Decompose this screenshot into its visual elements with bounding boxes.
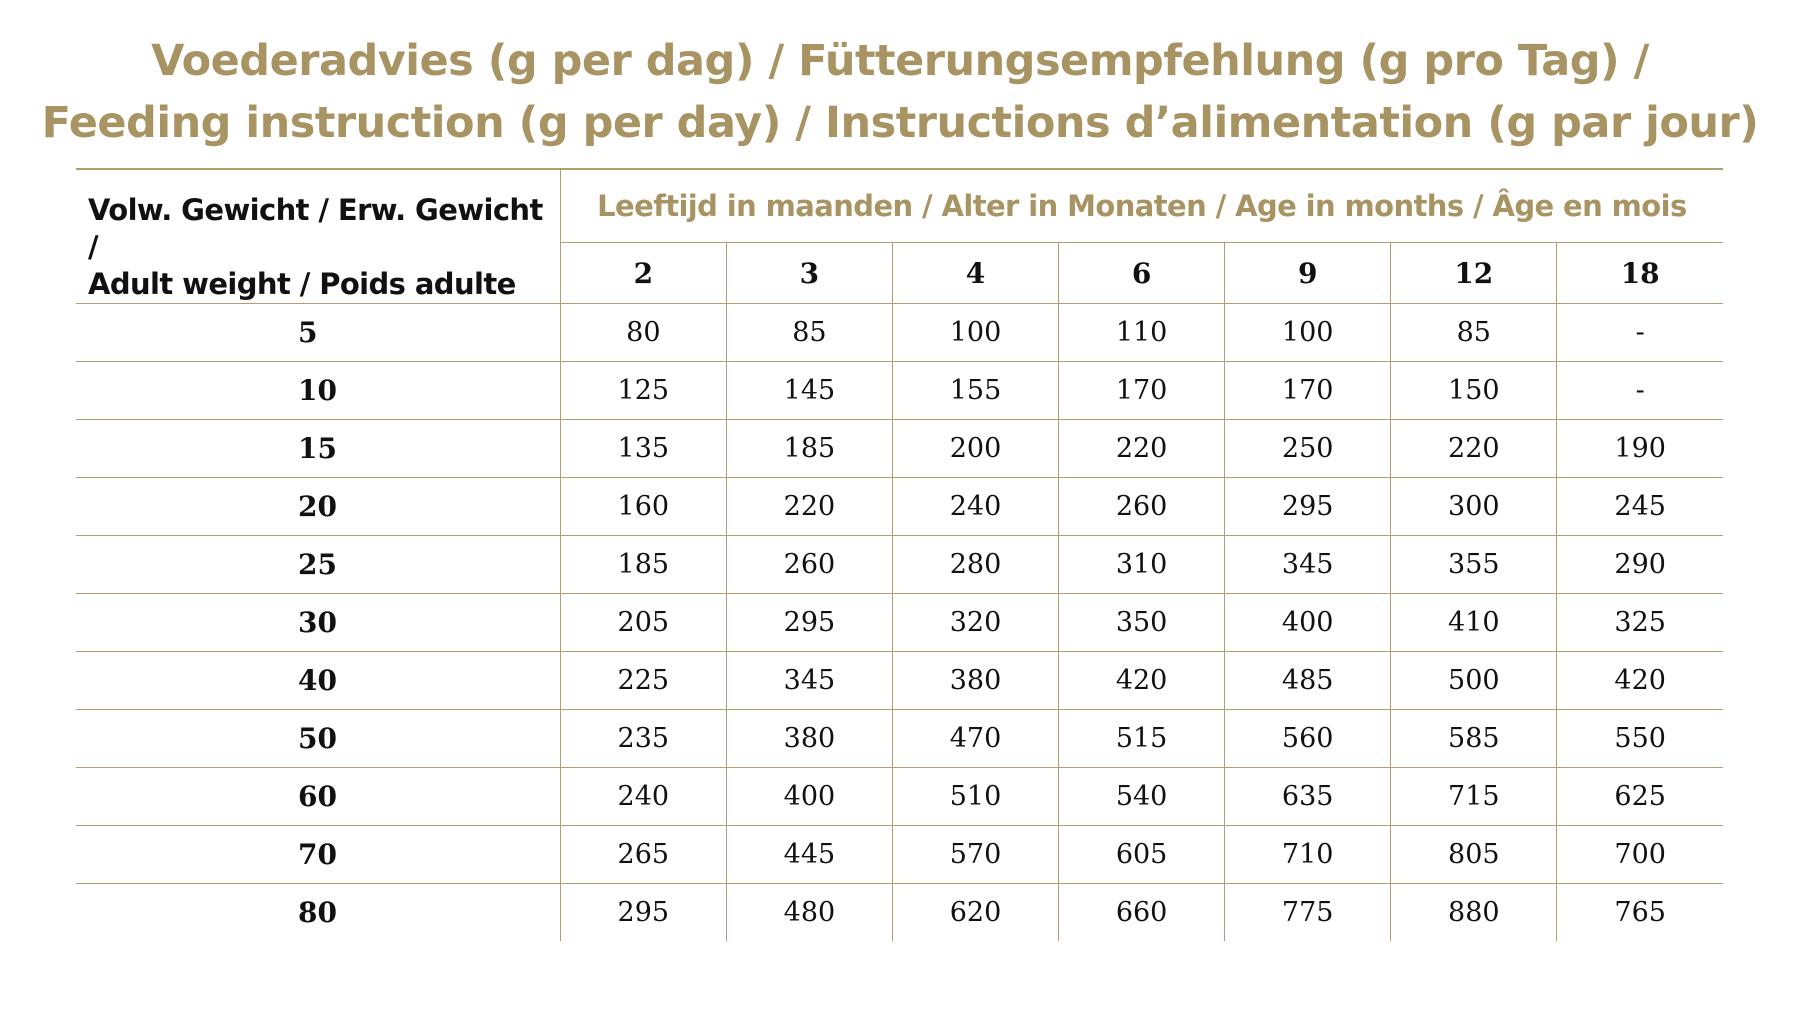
grams-per-day-cell: 470 <box>892 710 1058 768</box>
grams-per-day-cell: 560 <box>1225 710 1391 768</box>
grams-per-day-cell: 700 <box>1557 826 1723 884</box>
adult-weight-cell: 70 <box>76 826 560 884</box>
grams-per-day-cell: 515 <box>1059 710 1225 768</box>
grams-per-day-cell: 380 <box>726 710 892 768</box>
grams-per-day-cell: 250 <box>1225 420 1391 478</box>
grams-per-day-cell: 310 <box>1059 536 1225 594</box>
feeding-table-container <box>76 168 1723 941</box>
grams-per-day-cell: 260 <box>726 536 892 594</box>
adult-weight-cell: 10 <box>76 362 560 420</box>
title-line-2: Feeding instruction (g per day) / Instructions d’alimentation (g par jour) <box>41 98 1759 148</box>
grams-per-day-cell: 295 <box>1225 478 1391 536</box>
table-row <box>76 478 1723 536</box>
age-column-header: 9 <box>1225 243 1391 304</box>
age-column-header: 2 <box>633 256 654 290</box>
grams-per-day-cell: 320 <box>892 594 1058 652</box>
grams-per-day-cell: 240 <box>560 768 726 826</box>
grams-per-day-cell: 355 <box>1391 536 1557 594</box>
grams-per-day-cell: 185 <box>726 420 892 478</box>
table-row <box>76 768 1723 826</box>
grams-per-day-cell: 220 <box>1391 420 1557 478</box>
age-column-header: 3 <box>726 243 892 304</box>
grams-per-day-cell: 380 <box>892 652 1058 710</box>
age-column-header: 12 <box>1391 243 1557 304</box>
grams-per-day-cell: 345 <box>1225 536 1391 594</box>
table-row <box>76 362 1723 420</box>
grams-per-day-cell: 280 <box>892 536 1058 594</box>
table-row <box>76 884 1723 942</box>
grams-per-day-cell: 125 <box>560 362 726 420</box>
grams-per-day-cell: 235 <box>560 710 726 768</box>
grams-per-day-cell: 300 <box>1391 478 1557 536</box>
grams-per-day-cell: 295 <box>726 594 892 652</box>
grams-per-day-cell: 100 <box>1225 304 1391 362</box>
age-group-header: Leeftijd in maanden / Alter in Monaten / Age in months / Âge en mois <box>560 169 1723 243</box>
table-row <box>76 594 1723 652</box>
grams-per-day-cell: 775 <box>1225 884 1391 942</box>
grams-per-day-cell: 585 <box>1391 710 1557 768</box>
grams-per-day-cell: 710 <box>1225 826 1391 884</box>
table-row <box>76 710 1723 768</box>
adult-weight-cell: 15 <box>76 420 560 478</box>
adult-weight-cell: 80 <box>76 884 560 942</box>
grams-per-day-cell: 880 <box>1391 884 1557 942</box>
grams-per-day-cell: - <box>1557 304 1723 362</box>
grams-per-day-cell: 290 <box>1557 536 1723 594</box>
grams-per-day-cell: 295 <box>560 884 726 942</box>
grams-per-day-cell: 100 <box>892 304 1058 362</box>
adult-weight-cell: 25 <box>76 536 560 594</box>
weight-column-header <box>76 169 560 304</box>
adult-weight-cell: 20 <box>76 478 560 536</box>
grams-per-day-cell: 150 <box>1391 362 1557 420</box>
table-row <box>76 304 1723 362</box>
adult-weight-cell: 40 <box>76 652 560 710</box>
weight-header-line-1: Volw. Gewicht / Erw. Gewicht / <box>88 193 543 264</box>
grams-per-day-cell: 540 <box>1059 768 1225 826</box>
grams-per-day-cell: 265 <box>560 826 726 884</box>
grams-per-day-cell: 145 <box>726 362 892 420</box>
grams-per-day-cell: 85 <box>1391 304 1557 362</box>
grams-per-day-cell: 550 <box>1557 710 1723 768</box>
grams-per-day-cell: 160 <box>560 478 726 536</box>
grams-per-day-cell: 225 <box>560 652 726 710</box>
grams-per-day-cell: 400 <box>1225 594 1391 652</box>
table-row <box>76 420 1723 478</box>
grams-per-day-cell: 715 <box>1391 768 1557 826</box>
grams-per-day-cell: 480 <box>726 884 892 942</box>
table-row <box>76 826 1723 884</box>
grams-per-day-cell: 240 <box>892 478 1058 536</box>
grams-per-day-cell: 625 <box>1557 768 1723 826</box>
table-body <box>76 304 1723 942</box>
adult-weight-cell: 60 <box>76 768 560 826</box>
grams-per-day-cell: 170 <box>1225 362 1391 420</box>
table-row <box>76 652 1723 710</box>
grams-per-day-cell: 205 <box>560 594 726 652</box>
grams-per-day-cell: 660 <box>1059 884 1225 942</box>
grams-per-day-cell: 220 <box>726 478 892 536</box>
grams-per-day-cell: 765 <box>1557 884 1723 942</box>
weight-header-line-2: Adult weight / Poids adulte <box>88 267 516 301</box>
grams-per-day-cell: - <box>1557 362 1723 420</box>
grams-per-day-cell: 635 <box>1225 768 1391 826</box>
grams-per-day-cell: 420 <box>1059 652 1225 710</box>
table-row <box>76 536 1723 594</box>
grams-per-day-cell: 110 <box>1059 304 1225 362</box>
grams-per-day-cell: 170 <box>1059 362 1225 420</box>
grams-per-day-cell: 135 <box>560 420 726 478</box>
grams-per-day-cell: 260 <box>1059 478 1225 536</box>
grams-per-day-cell: 185 <box>560 536 726 594</box>
grams-per-day-cell: 500 <box>1391 652 1557 710</box>
grams-per-day-cell: 805 <box>1391 826 1557 884</box>
adult-weight-cell: 5 <box>76 304 560 362</box>
grams-per-day-cell: 570 <box>892 826 1058 884</box>
adult-weight-cell: 50 <box>76 710 560 768</box>
grams-per-day-cell: 420 <box>1557 652 1723 710</box>
adult-weight-cell: 30 <box>76 594 560 652</box>
grams-per-day-cell: 410 <box>1391 594 1557 652</box>
grams-per-day-cell: 80 <box>560 304 726 362</box>
grams-per-day-cell: 510 <box>892 768 1058 826</box>
grams-per-day-cell: 350 <box>1059 594 1225 652</box>
grams-per-day-cell: 190 <box>1557 420 1723 478</box>
grams-per-day-cell: 345 <box>726 652 892 710</box>
title-line-1: Voederadvies (g per dag) / Fütterungsempfehlung (g pro Tag) / <box>151 36 1649 86</box>
grams-per-day-cell: 155 <box>892 362 1058 420</box>
feeding-table <box>76 168 1723 941</box>
grams-per-day-cell: 245 <box>1557 478 1723 536</box>
grams-per-day-cell: 605 <box>1059 826 1225 884</box>
age-column-header: 18 <box>1557 243 1723 304</box>
grams-per-day-cell: 220 <box>1059 420 1225 478</box>
grams-per-day-cell: 325 <box>1557 594 1723 652</box>
grams-per-day-cell: 445 <box>726 826 892 884</box>
grams-per-day-cell: 85 <box>726 304 892 362</box>
grams-per-day-cell: 200 <box>892 420 1058 478</box>
grams-per-day-cell: 400 <box>726 768 892 826</box>
age-column-header: 4 <box>892 243 1058 304</box>
age-column-header: 6 <box>1059 243 1225 304</box>
grams-per-day-cell: 620 <box>892 884 1058 942</box>
grams-per-day-cell: 485 <box>1225 652 1391 710</box>
